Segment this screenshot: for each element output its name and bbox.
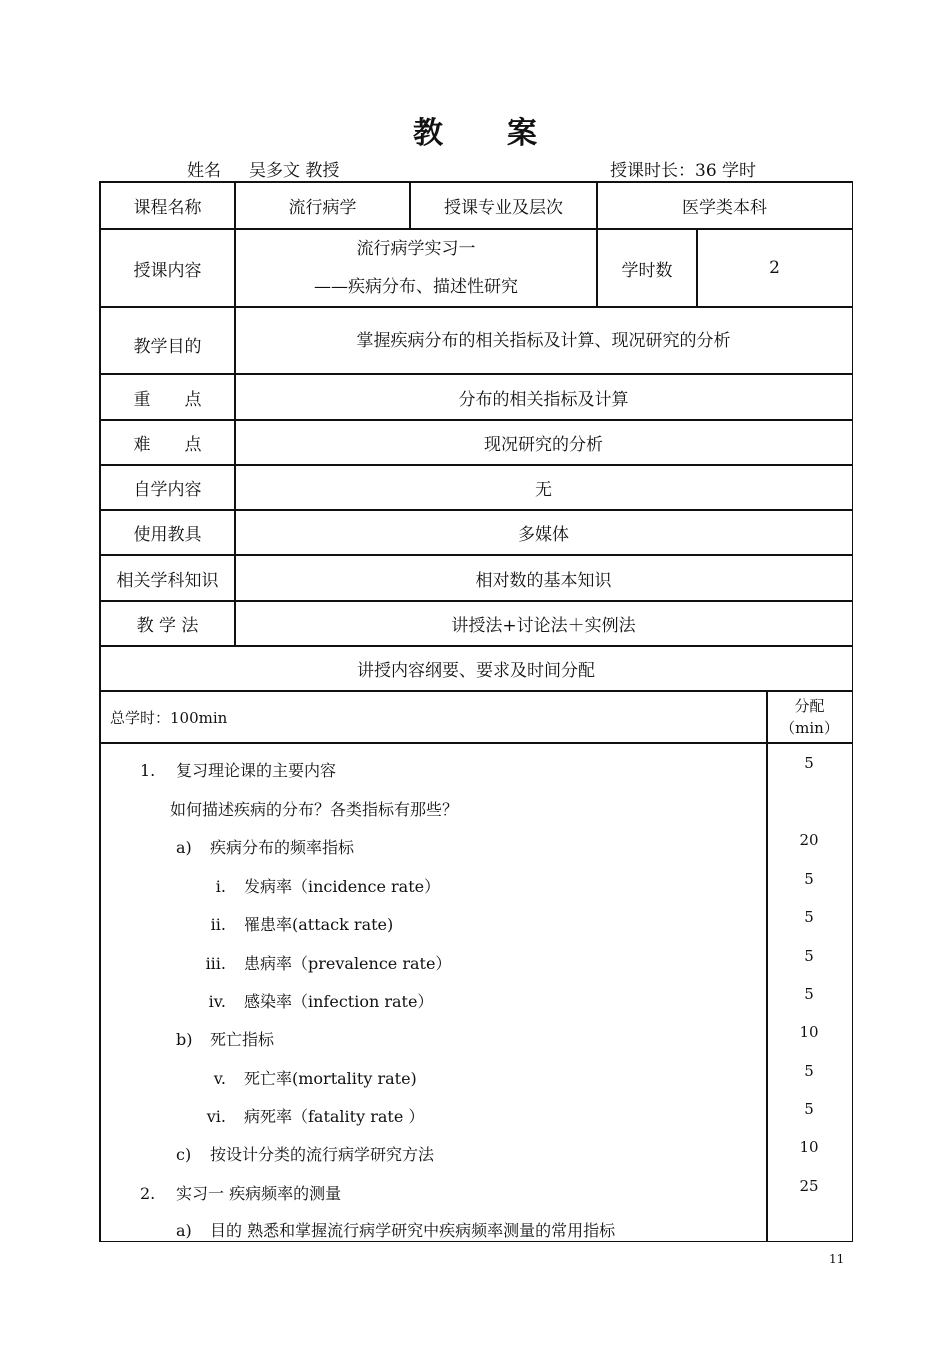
method-label: 教 学 法: [136, 616, 199, 636]
major-value: 医学类本科: [682, 198, 767, 218]
related-label: 相关学科知识: [116, 570, 219, 591]
page-number: 11: [829, 1252, 845, 1266]
outline-row: [186, 912, 393, 935]
self-study-value: 无: [535, 480, 552, 500]
outline-row: [186, 1066, 417, 1089]
outline-text: 发病率（incidence rate）: [244, 877, 441, 896]
outline-minutes: 25: [799, 1177, 819, 1195]
outline-text: 病死率（fatality rate ）: [244, 1107, 425, 1126]
goal-label: 教学目的: [133, 337, 202, 357]
allocation-label-1: 分配: [794, 697, 825, 715]
outline-minutes: 5: [804, 1100, 814, 1118]
method-value: 讲授法+讨论法＋实例法: [451, 616, 636, 636]
content-label: 授课内容: [133, 260, 202, 281]
major-label: 授课专业及层次: [444, 198, 563, 218]
key-label: 重 点: [133, 389, 202, 410]
teacher-line: [187, 156, 361, 182]
outline-row: [140, 1181, 341, 1204]
page-title: [0, 108, 952, 152]
outline-row: [176, 1218, 615, 1241]
course-value: 流行病学: [288, 198, 357, 218]
outline-header: 讲授内容纲要、要求及时间分配: [357, 661, 595, 681]
outline-row: [140, 758, 336, 781]
outline-text: 疾病分布的频率指标: [210, 838, 355, 857]
hours-label: 学时数: [621, 260, 673, 281]
outline-text: 复习理论课的主要内容: [176, 761, 337, 780]
outline-minutes: 5: [804, 908, 814, 926]
outline-minutes: 5: [804, 985, 814, 1003]
outline-marker: vi.: [206, 1107, 226, 1126]
allocation-header: [767, 691, 852, 743]
outline-minutes: 20: [799, 831, 819, 849]
course-label: 课程名称: [133, 198, 202, 218]
hours-value: 2: [769, 258, 780, 278]
difficulty-value: 现况研究的分析: [484, 435, 603, 455]
outline-marker: 2.: [140, 1184, 156, 1203]
outline-text: 死亡率(mortality rate): [244, 1069, 417, 1088]
name-label: 姓名: [187, 161, 221, 181]
outline-text: 罹患率(attack rate): [244, 915, 394, 934]
allocation-label-2: （min）: [780, 719, 839, 737]
tools-label: 使用教具: [133, 525, 202, 545]
outline-marker: i.: [215, 877, 226, 896]
title-char-2: 案: [507, 116, 539, 151]
outline-text: 感染率（infection rate）: [244, 992, 434, 1011]
outline-row: [170, 797, 458, 820]
outline-minutes: 5: [804, 1062, 814, 1080]
outline-row: [186, 874, 440, 897]
outline-row: [186, 951, 451, 974]
content-line-2: ——疾病分布、描述性研究: [314, 277, 518, 297]
outline-text: 如何描述疾病的分布？各类指标有那些？: [170, 800, 459, 819]
outline-row: [176, 835, 354, 858]
outline-row: [176, 1142, 434, 1165]
outline-marker: a): [176, 838, 192, 857]
outline-row: [186, 1104, 424, 1127]
tools-value: 多媒体: [518, 525, 569, 545]
outline-marker: b): [176, 1030, 193, 1049]
outline-minutes: 10: [799, 1023, 819, 1041]
outline-text: 死亡指标: [210, 1030, 275, 1049]
outline-row: [176, 1027, 274, 1050]
self-study-label: 自学内容: [133, 480, 202, 500]
outline-marker: iv.: [208, 992, 226, 1011]
outline-minutes: 5: [804, 947, 814, 965]
outline-text: 实习一 疾病频率的测量: [176, 1184, 342, 1203]
outline-marker: 1.: [140, 761, 156, 780]
outline-marker: iii.: [205, 954, 226, 973]
key-value: 分布的相关指标及计算: [458, 389, 629, 410]
outline-minutes: 5: [804, 754, 814, 772]
outline-row: [186, 989, 433, 1012]
outline-marker: v.: [213, 1069, 226, 1088]
title-char-1: 教: [413, 116, 445, 151]
content-value: [235, 229, 597, 307]
outline-text: 目的 熟悉和掌握流行病学研究中疾病频率测量的常用指标: [210, 1221, 616, 1240]
duration: 授课时长：36 学时: [610, 161, 757, 181]
outline-marker: c): [176, 1145, 192, 1164]
outline-marker: ii.: [210, 915, 226, 934]
outline-text: 按设计分类的流行病学研究方法: [210, 1145, 435, 1164]
outline-minutes: 10: [799, 1138, 819, 1156]
related-value: 相对数的基本知识: [475, 570, 612, 591]
outline-text: 患病率（prevalence rate）: [244, 954, 452, 973]
name-value: 吴多文 教授: [229, 156, 361, 182]
difficulty-label: 难 点: [133, 435, 202, 455]
total-hours: 总学时：100min: [110, 708, 228, 727]
goal-value: 掌握疾病分布的相关指标及计算、现况研究的分析: [356, 331, 731, 351]
content-line-1: 流行病学实习一: [356, 239, 476, 259]
outline-minutes: 5: [804, 870, 814, 888]
outline-marker: a): [176, 1221, 192, 1240]
